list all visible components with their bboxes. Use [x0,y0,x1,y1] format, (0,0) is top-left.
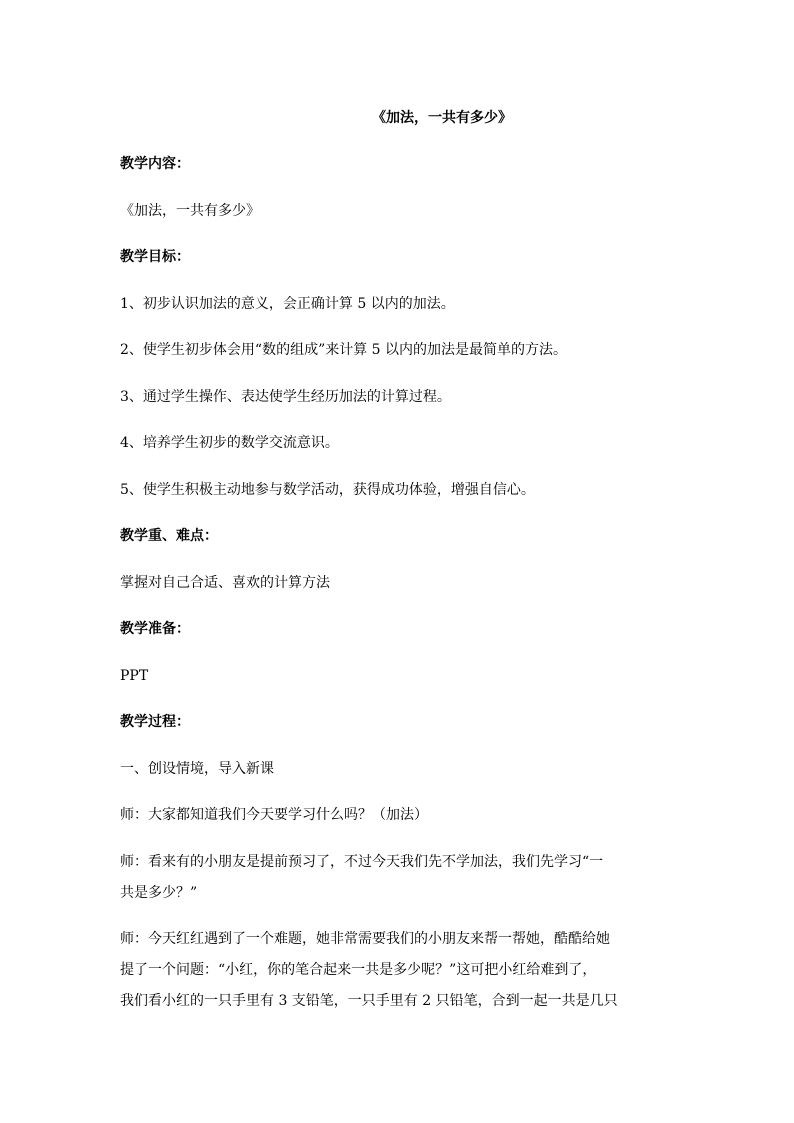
paragraph-2-line-1: 师：看来有的小朋友是提前预习了，不过今天我们先不学加法，我们先学习“一 [120,854,604,870]
content-text: 《加法，一共有多少》 [120,203,260,219]
goal-item-4: 4、培养学生初步的数学交流意识。 [120,435,339,451]
paragraph-1: 师：大家都知道我们今天要学习什么吗？（加法） [120,807,428,823]
goal-item-3: 3、通过学生操作、表达使学生经历加法的计算过程。 [120,389,451,405]
prep-text: PPT [120,668,149,684]
paragraph-3-line-3: 我们看小红的一只手里有 3 支铅笔，一只手里有 2 只铅笔，合到一起一共是几只 [120,993,618,1009]
goals-heading: 教学目标： [120,249,190,265]
goal-item-1: 1、初步认识加法的意义，会正确计算 5 以内的加法。 [120,296,455,312]
process-heading: 教学过程： [120,714,190,730]
key-text: 掌握对自己合适、喜欢的计算方法 [120,575,330,591]
paragraph-3-line-2: 提了一个问题：“小红，你的笔合起来一共是多少呢？”这可把小红给难到了， [120,962,597,978]
goal-item-5: 5、使学生积极主动地参与数学活动，获得成功体验，增强自信心。 [120,482,535,498]
key-heading: 教学重、难点： [120,528,218,544]
prep-heading: 教学准备： [120,621,190,637]
paragraph-2-line-2: 共是多少？” [120,885,198,901]
content-heading: 教学内容： [120,156,190,172]
goal-item-2: 2、使学生初步体会用“数的组成”来计算 5 以内的加法是最简单的方法。 [120,342,568,358]
paragraph-3-line-1: 师：今天红红遇到了一个难题，她非常需要我们的小朋友来帮一帮她，酷酷给她 [120,931,610,947]
section-heading-1: 一、创设情境，导入新课 [120,761,274,777]
document-title: 《加法，一共有多少》 [372,110,512,126]
